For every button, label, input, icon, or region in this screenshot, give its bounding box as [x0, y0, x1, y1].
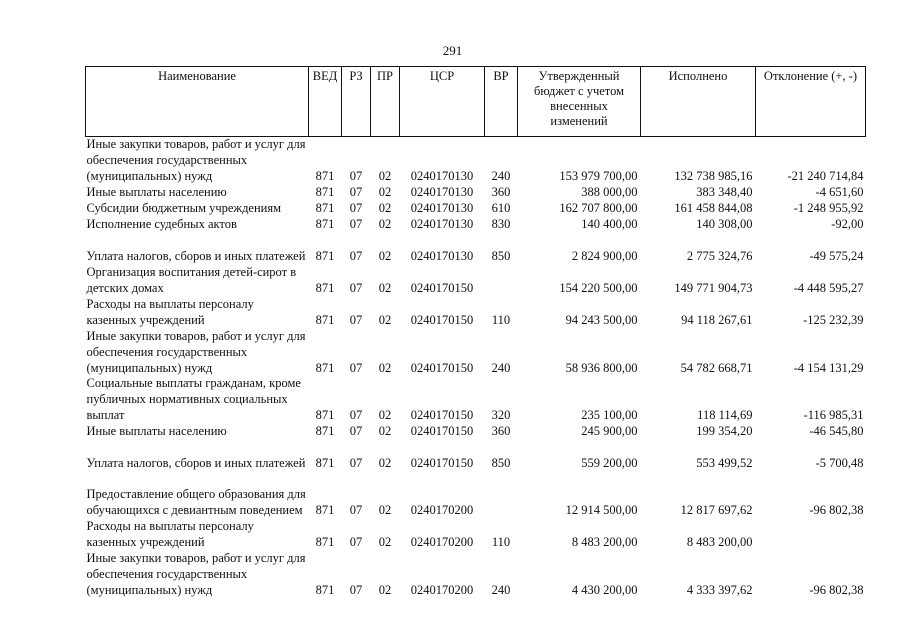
header-executed: Исполнено: [641, 67, 756, 137]
table-header: [86, 67, 866, 137]
row-rz: 07: [349, 248, 363, 263]
table-row: [86, 329, 866, 377]
row-executed: 132 738 985,16: [674, 168, 753, 183]
row-name: Социальные выплаты гражданам, кроме публичных нормативных социальных выплат: [86, 376, 301, 423]
row-deviation: -46 545,80: [809, 424, 864, 439]
row-csr: 0240170130: [410, 168, 474, 183]
row-rz: 07: [349, 216, 363, 231]
row-rz: 07: [349, 280, 363, 295]
row-ved: 871: [315, 168, 335, 183]
row-rz: 07: [349, 424, 363, 439]
row-pr: 02: [378, 216, 392, 231]
row-ved: 871: [315, 582, 335, 597]
row-csr: 0240170130: [410, 200, 474, 215]
header-ved: ВЕД: [309, 67, 342, 137]
row-vr: 850: [491, 456, 511, 471]
row-vr: [485, 265, 518, 297]
row-csr: 0240170150: [410, 408, 474, 423]
row-csr: 0240170200: [410, 503, 474, 518]
row-ved: 871: [315, 248, 335, 263]
row-executed: 383 348,40: [696, 184, 753, 199]
row-csr: 0240170200: [410, 535, 474, 550]
row-pr: 02: [378, 360, 392, 375]
row-deviation: -116 985,31: [803, 408, 864, 423]
row-executed: 118 114,69: [697, 408, 753, 423]
row-rz: 07: [349, 360, 363, 375]
row-deviation: -49 575,24: [809, 248, 864, 263]
row-pr: 02: [378, 456, 392, 471]
row-approved: 153 979 700,00: [559, 168, 638, 183]
row-pr: 02: [378, 200, 392, 215]
row-csr: 0240170150: [410, 424, 474, 439]
table-row: [86, 551, 866, 599]
row-pr: 02: [378, 312, 392, 327]
row-vr: 850: [491, 248, 511, 263]
row-deviation: -4 448 595,27: [793, 280, 864, 295]
row-approved: 2 824 900,00: [571, 248, 638, 263]
row-ved: 871: [315, 408, 335, 423]
row-vr: 110: [491, 535, 511, 550]
row-executed: 161 458 844,08: [674, 200, 753, 215]
row-approved: 4 430 200,00: [571, 582, 638, 597]
table-row: [86, 472, 866, 519]
row-rz: 07: [349, 168, 363, 183]
table-row: [86, 185, 866, 201]
row-vr: [485, 472, 518, 519]
table-row: [86, 297, 866, 329]
row-name: Исполнение судебных актов: [86, 216, 237, 231]
row-deviation: -4 651,60: [815, 184, 864, 199]
table-row: [86, 137, 866, 185]
table-row: [86, 424, 866, 440]
table-row: [86, 265, 866, 297]
row-approved: 94 243 500,00: [565, 312, 638, 327]
row-name: Предоставление общего образования для обучающихся с девиантным поведением: [86, 487, 306, 518]
row-pr: 02: [378, 424, 392, 439]
row-executed: 8 483 200,00: [686, 535, 753, 550]
row-name: Иные закупки товаров, работ и услуг для обеспечения государственных (муниципальных) нужд: [86, 551, 306, 597]
row-vr: 240: [491, 168, 511, 183]
row-name: Иные закупки товаров, работ и услуг для обеспечения государственных (муниципальных) нужд: [86, 137, 306, 183]
row-deviation: -21 240 714,84: [787, 168, 864, 183]
table-row: [86, 376, 866, 424]
row-csr: 0240170150: [410, 280, 474, 295]
row-approved: 12 914 500,00: [565, 503, 638, 518]
row-ved: 871: [315, 360, 335, 375]
row-approved: 245 900,00: [581, 424, 638, 439]
row-csr: 0240170130: [410, 216, 474, 231]
row-csr: 0240170130: [410, 248, 474, 263]
row-ved: 871: [315, 424, 335, 439]
row-executed: 4 333 397,62: [686, 582, 753, 597]
row-ved: 871: [315, 280, 335, 295]
row-executed: 94 118 267,61: [681, 312, 753, 327]
row-csr: 0240170200: [410, 582, 474, 597]
row-ved: 871: [315, 200, 335, 215]
row-approved: 8 483 200,00: [571, 535, 638, 550]
row-pr: 02: [378, 503, 392, 518]
row-approved: 388 000,00: [581, 184, 638, 199]
table-row: [86, 201, 866, 217]
row-rz: 07: [349, 184, 363, 199]
row-vr: 360: [491, 184, 511, 199]
table-row: [86, 519, 866, 551]
row-pr: 02: [378, 168, 392, 183]
row-deviation: [756, 519, 866, 551]
row-deviation: -96 802,38: [809, 582, 864, 597]
header-csr: ЦСР: [400, 67, 485, 137]
row-pr: 02: [378, 535, 392, 550]
header-pr: ПР: [371, 67, 400, 137]
header-rz: РЗ: [342, 67, 371, 137]
row-csr: 0240170130: [410, 184, 474, 199]
row-ved: 871: [315, 216, 335, 231]
row-executed: 149 771 904,73: [674, 280, 753, 295]
row-approved: 235 100,00: [581, 408, 638, 423]
row-csr: 0240170150: [410, 456, 474, 471]
row-ved: 871: [315, 456, 335, 471]
row-name: Расходы на выплаты персоналу казенных учреждений: [86, 519, 254, 550]
row-rz: 07: [349, 582, 363, 597]
row-vr: 240: [491, 360, 511, 375]
row-approved: 154 220 500,00: [559, 280, 638, 295]
row-ved: 871: [315, 184, 335, 199]
header-deviation: Отклонение (+, -): [756, 67, 866, 137]
row-pr: 02: [378, 280, 392, 295]
row-pr: 02: [378, 184, 392, 199]
row-name: Организация воспитания детей-сирот в детских домах: [86, 264, 297, 295]
row-name: Иные выплаты населению: [86, 184, 227, 199]
row-rz: 07: [349, 200, 363, 215]
row-pr: 02: [378, 248, 392, 263]
budget-sheet: [85, 66, 866, 599]
row-vr: 110: [491, 312, 511, 327]
row-executed: 2 775 324,76: [686, 248, 753, 263]
row-pr: 02: [378, 408, 392, 423]
row-rz: 07: [349, 312, 363, 327]
header-vr: ВР: [485, 67, 518, 137]
row-name: Уплата налогов, сборов и иных платежей: [86, 456, 306, 471]
row-deviation: -96 802,38: [809, 503, 864, 518]
row-name: Иные закупки товаров, работ и услуг для обеспечения государственных (муниципальных) нужд: [86, 328, 306, 375]
row-rz: 07: [349, 535, 363, 550]
row-approved: 162 707 800,00: [559, 200, 638, 215]
row-name: Расходы на выплаты персоналу казенных учреждений: [86, 296, 254, 327]
row-executed: 199 354,20: [696, 424, 753, 439]
row-vr: 320: [491, 408, 511, 423]
budget-table: [85, 66, 866, 599]
row-approved: 58 936 800,00: [565, 360, 638, 375]
table-body: [86, 137, 866, 599]
row-rz: 07: [349, 503, 363, 518]
row-deviation: -125 232,39: [803, 312, 864, 327]
table-row: [86, 217, 866, 233]
row-deviation: -92,00: [831, 216, 864, 231]
row-pr: 02: [378, 582, 392, 597]
row-approved: 140 400,00: [581, 216, 638, 231]
row-executed: 140 308,00: [696, 216, 753, 231]
row-name: Иные выплаты населению: [86, 424, 227, 439]
row-vr: 360: [491, 424, 511, 439]
row-deviation: -4 154 131,29: [793, 360, 864, 375]
row-ved: 871: [315, 503, 335, 518]
page-number: 291: [442, 43, 463, 58]
row-approved: 559 200,00: [581, 456, 638, 471]
row-ved: 871: [315, 535, 335, 550]
table-row: [86, 440, 866, 472]
table-row: [86, 233, 866, 265]
row-csr: 0240170150: [410, 312, 474, 327]
row-rz: 07: [349, 456, 363, 471]
row-executed: 12 817 697,62: [680, 503, 753, 518]
row-executed: 54 782 668,71: [680, 360, 753, 375]
header-approved: Утвержденный бюджет с учетом внесенных изменений: [518, 67, 641, 137]
row-deviation: -5 700,48: [815, 456, 864, 471]
row-name: Субсидии бюджетным учреждениям: [86, 200, 282, 215]
row-vr: 610: [491, 200, 511, 215]
row-vr: 240: [491, 582, 511, 597]
row-deviation: -1 248 955,92: [793, 200, 864, 215]
row-vr: 830: [491, 216, 511, 231]
row-executed: 553 499,52: [696, 456, 753, 471]
row-name: Уплата налогов, сборов и иных платежей: [86, 248, 306, 263]
row-rz: 07: [349, 408, 363, 423]
header-name: Наименование: [86, 67, 309, 137]
row-csr: 0240170150: [410, 360, 474, 375]
row-ved: 871: [315, 312, 335, 327]
